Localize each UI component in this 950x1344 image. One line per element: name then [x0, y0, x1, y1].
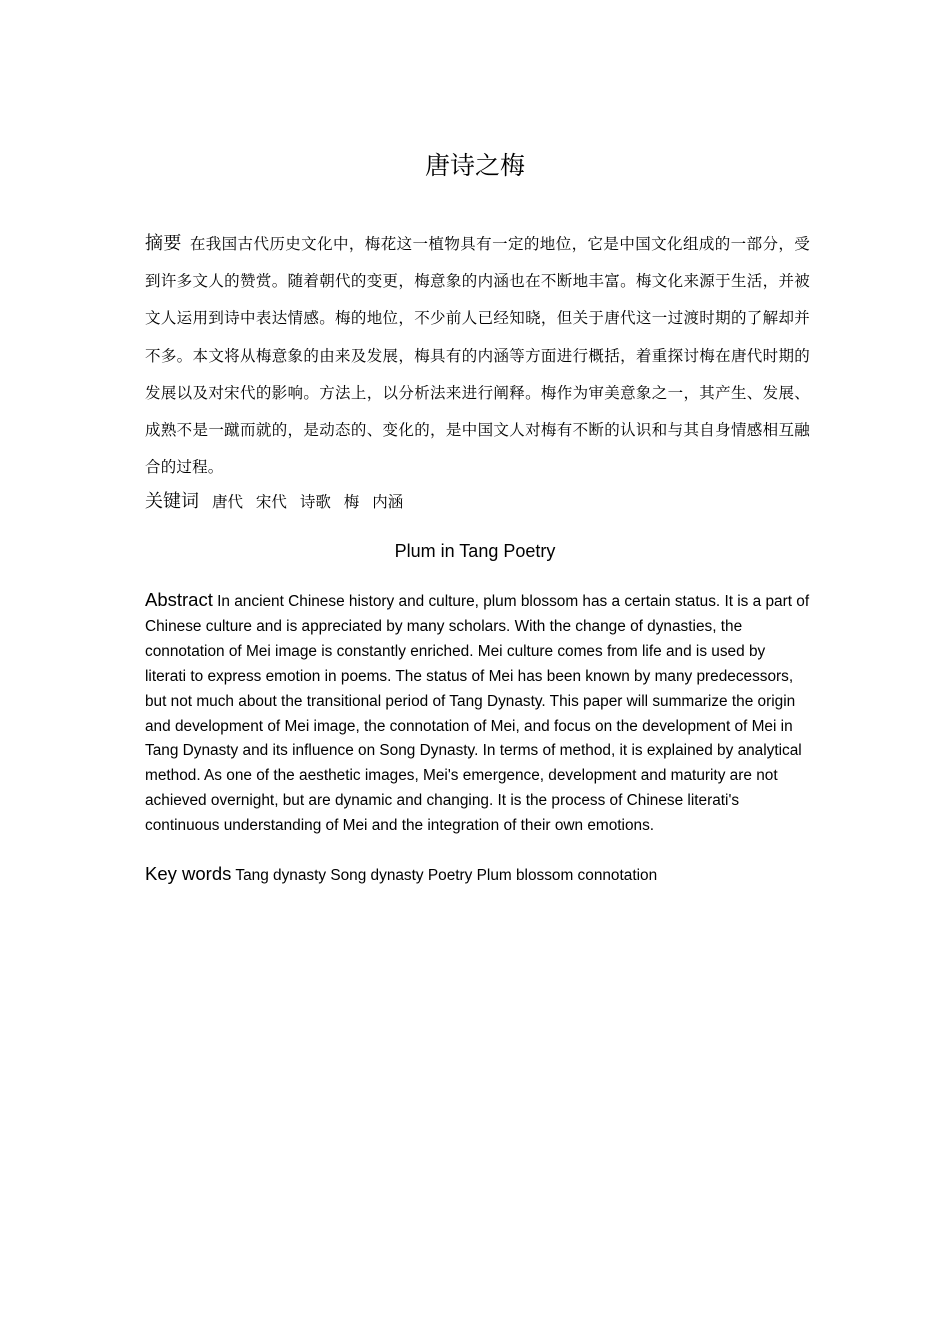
chinese-abstract-text: 在我国古代历史文化中，梅花这一植物具有一定的地位，它是中国文化组成的一部分，受到许多文人的赞赏。随着朝代的变更，梅意象的内涵也在不断地丰富。梅文化来源于生活，并被文人运用到诗中表达情感。梅的地位，不少前人已经知晓，但关于唐代这一过渡时期的了解却并不多。本文将从梅意象的由来及发展，梅具有的内涵等方面进行概括，着重探讨梅在唐代时期的发展以及对宋代的影响。方法上，以分析法来进行阐释。梅作为审美意象之一，其产生、发展、成熟不是一蹴而就的，是动态的、变化的，是中国文人对梅有不断的认识和与其自身情感相互融合的过程。: [145, 235, 810, 477]
chinese-title: 唐诗之梅: [424, 151, 525, 180]
chinese-keyword: 梅: [343, 493, 360, 511]
english-keywords-text: Tang dynasty Song dynasty Poetry Plum blossom connotation: [235, 867, 658, 884]
english-keywords: [145, 861, 810, 889]
chinese-keyword: 宋代: [255, 493, 287, 511]
chinese-keywords-label: 关键词: [145, 491, 199, 512]
english-abstract: [145, 588, 810, 839]
chinese-keyword: 唐代: [211, 493, 243, 511]
english-abstract-text: In ancient Chinese history and culture, plum blossom has a certain status. It is a part of Chinese culture and is appreciated by many scholars. With the change of dynasties, the connotation of Mei image is constantly enriched. Mei culture comes from life and is used by literati to express emotion in poems. The status of Mei has been known by many predecessors, but not much about the transitional period of Tang Dynasty. This paper will summarize the origin and development of Mei image, the connotation of Mei, and focus on the development of Mei in Tang Dynasty and its influence on Song Dynasty. In terms of method, it is explained by analytical method. As one of the aesthetic images, Mei's emergence, development and maturity are not achieved overnight, but are dynamic and changing. It is the process of Chinese literati's continuous understanding of Mei and the integration of their own emotions.: [145, 593, 810, 835]
chinese-keyword: 诗歌: [299, 493, 331, 511]
english-keywords-label: Key words: [145, 863, 232, 884]
chinese-keyword: 内涵: [372, 493, 404, 511]
english-abstract-label: Abstract: [145, 589, 213, 610]
chinese-abstract-label: 摘要: [145, 233, 182, 254]
chinese-keywords: [145, 488, 810, 516]
english-title: Plum in Tang Poetry: [394, 541, 556, 561]
chinese-abstract: [145, 225, 810, 486]
